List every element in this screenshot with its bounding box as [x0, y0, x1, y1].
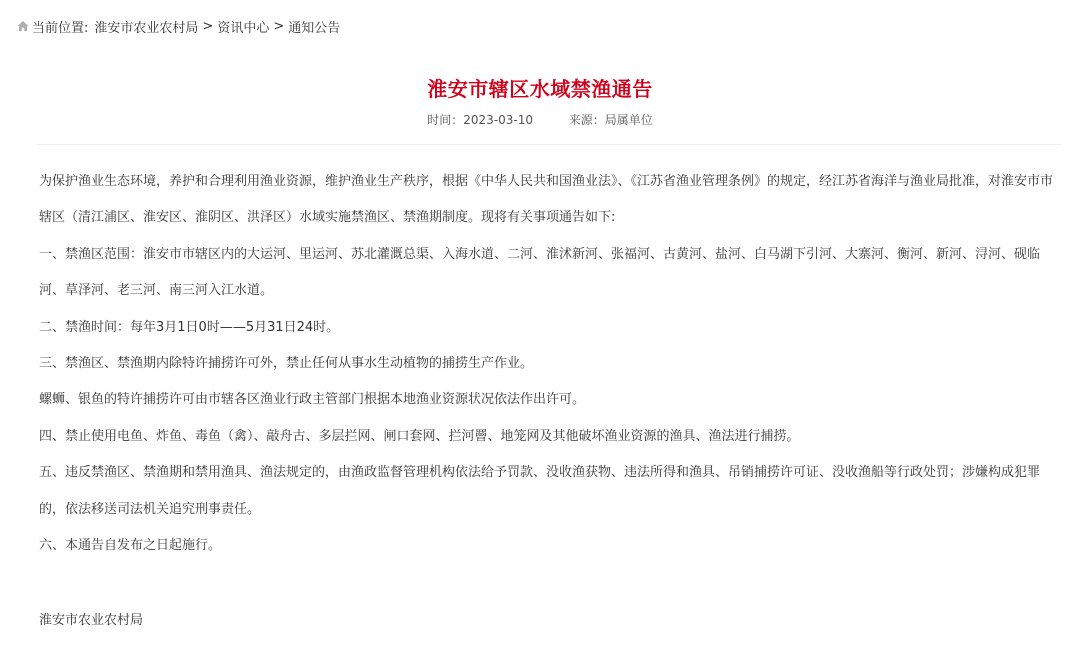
breadcrumb-link-news-center[interactable]: 资讯中心	[217, 20, 270, 36]
article-meta	[0, 111, 1080, 128]
breadcrumb-separator: >	[273, 18, 285, 34]
paragraph-special-permit: 螺蛳、银鱼的特许捕捞许可由市辖各区渔业行政主管部门根据本地渔业资源状况依法作出许可。	[39, 392, 586, 408]
article-body	[39, 164, 1059, 564]
breadcrumb-separator: >	[202, 18, 214, 34]
breadcrumb-link-bureau[interactable]: 淮安市农业农村局	[94, 20, 199, 36]
paragraph-prohibition: 三、禁渔区、禁渔期内除特许捕捞许可外，禁止任何从事水生动植物的捕捞生产作业。	[39, 356, 534, 372]
paragraph-intro: 为保护渔业生态环境，养护和合理利用渔业资源，维护渔业生产秩序，根据《中华人民共和国渔业法》、《江苏省渔业管理条例》的规定，经江苏省海洋与渔业局批准，对淮安市市辖区（清江浦区、淮安区、淮阴区、洪泽区）水域实施禁渔区、禁渔期制度。现将有关事项通告如下:	[39, 174, 1054, 226]
divider	[37, 144, 1062, 145]
breadcrumb-label: 当前位置:	[32, 20, 89, 36]
home-icon	[17, 20, 29, 32]
article-source: 来源：局属单位	[568, 113, 653, 127]
paragraph-penalties: 五、违反禁渔区、禁渔期和禁用渔具、渔法规定的，由渔政监督管理机构依法给予罚款、没收渔获物、违法所得和渔具、吊销捕捞许可证、没收渔船等行政处罚；涉嫌构成犯罪的，依法移送司法机关追究刑事责任。	[39, 465, 1041, 517]
breadcrumb	[17, 16, 340, 36]
paragraph-period: 二、禁渔时间：每年3月1日0时——5月31日24时。	[39, 319, 340, 335]
paragraph-area: 一、禁渔区范围：淮安市市辖区内的大运河、里运河、苏北灌溉总渠、入海水道、二河、淮沭新河、张福河、古黄河、盐河、白马湖下引河、大寨河、衡河、新河、浔河、砚临河、草泽河、老三河、南三河入江水道。	[39, 246, 1041, 299]
signature: 淮安市农业农村局	[39, 613, 144, 628]
article-title: 淮安市辖区水域禁渔通告	[427, 77, 653, 102]
paragraph-banned-gear: 四、禁止使用电鱼、炸鱼、毒鱼（禽）、敲舟古、多层拦网、闸口套网、拦河罾、地笼网及其他破坏渔业资源的渔具、渔法进行捕捞。	[39, 428, 800, 444]
paragraph-effective: 六、本通告自发布之日起施行。	[39, 538, 222, 554]
publish-time: 时间：2023-03-10	[427, 113, 534, 127]
breadcrumb-link-notices[interactable]: 通知公告	[288, 20, 341, 36]
